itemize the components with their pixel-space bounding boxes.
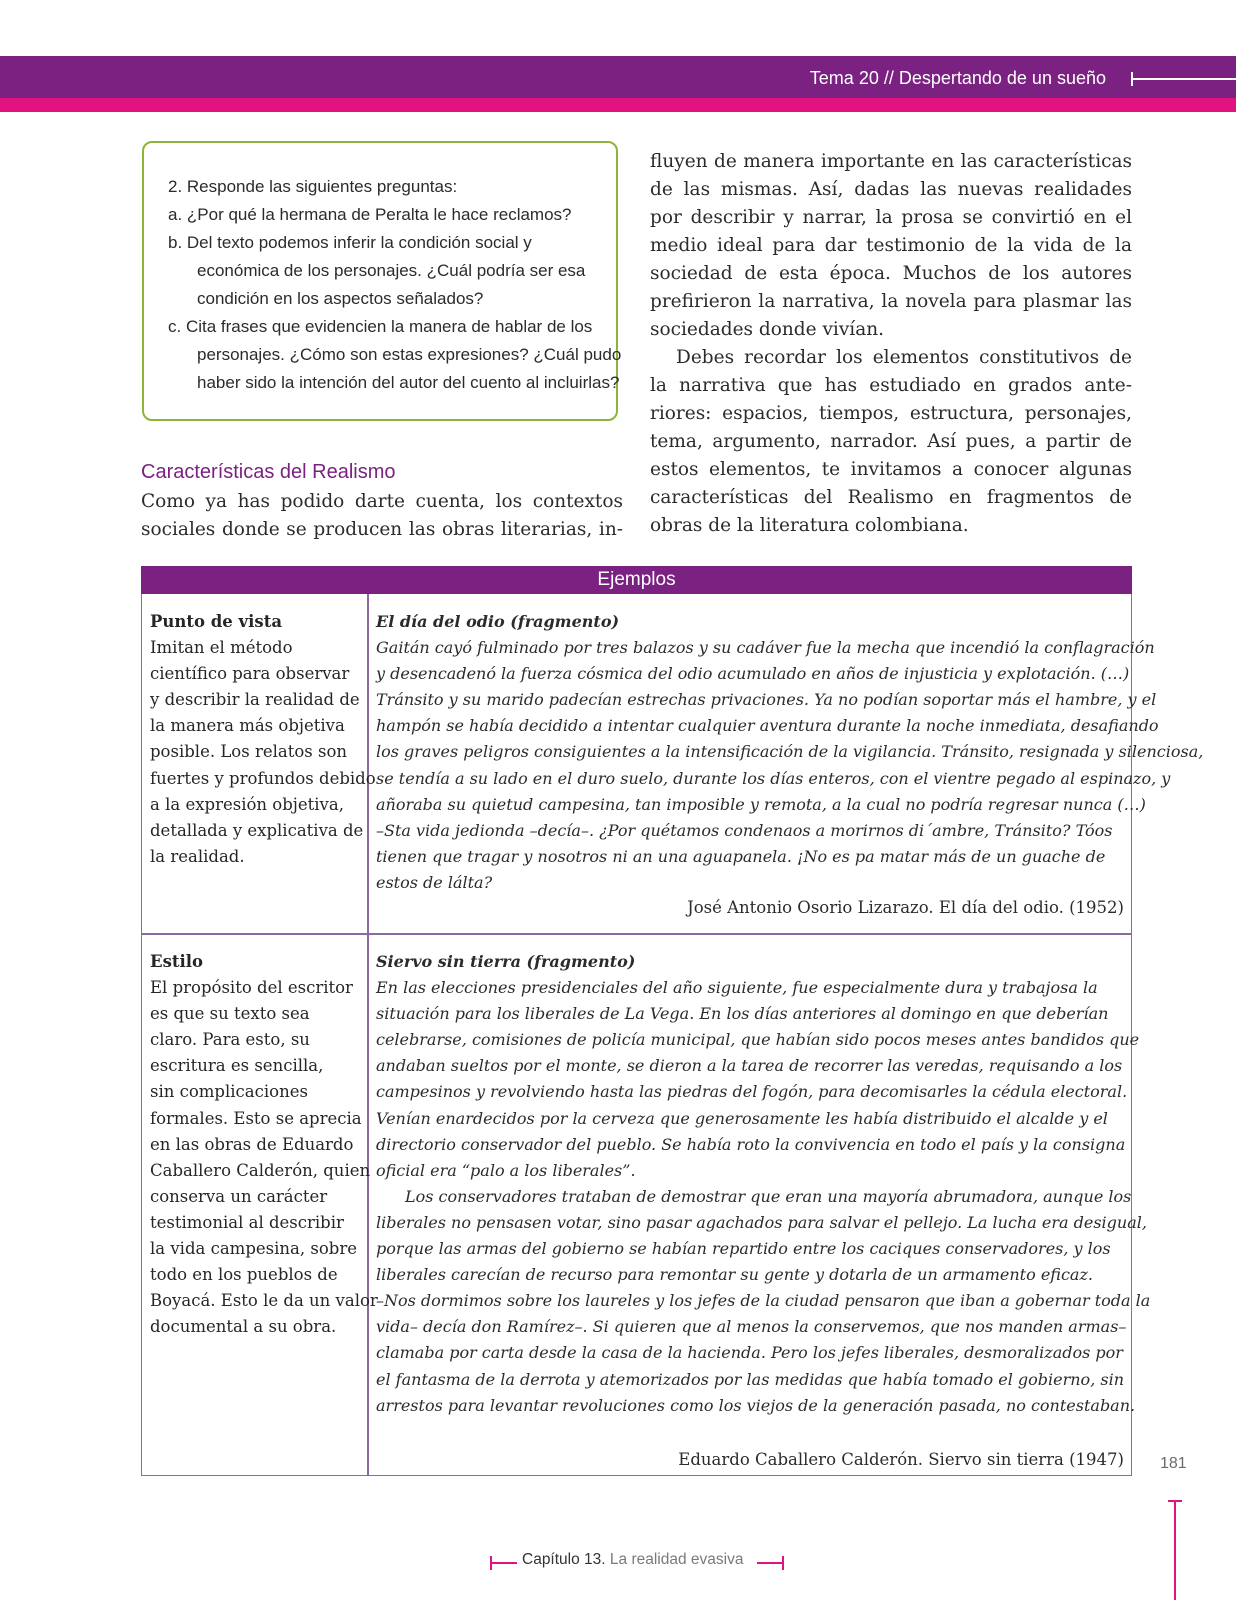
- concept-line: sin complicaciones: [150, 1082, 308, 1102]
- fragment-line: celebrarse, comisiones de policía municipal, que habían sido pocos meses antes bandidos que: [376, 1030, 1140, 1050]
- fragment-line: situación para los liberales de La Vega. En los días anteriores al domingo en que deberían: [376, 1004, 1109, 1024]
- body-line: riores: espacios, tiempos, estructura, personajes,: [650, 403, 1132, 424]
- body-line: medio ideal para dar testimonio de la vida de la: [650, 235, 1132, 256]
- fragment-cell: [376, 609, 1203, 896]
- activity-line: 2. Responde las siguientes preguntas:: [168, 177, 458, 196]
- activity-line: personajes. ¿Cómo son estas expresiones? ¿Cuál pudo: [197, 345, 622, 364]
- fragment-line: tienen que tragar y nosotros ni an una aguapanela. ¡No es pa matar más de un guache de: [376, 846, 1106, 866]
- concept-line: y describir la realidad de: [150, 690, 360, 710]
- concept-line: formales. Esto se aprecia: [150, 1108, 362, 1128]
- concept-title: Punto de vista: [150, 612, 283, 631]
- body-line: la narrativa que has estudiado en grados ante-: [650, 375, 1132, 396]
- concept-line: fuertes y profundos debido: [150, 768, 376, 788]
- fragment-line: se tendía a su lado en el duro suelo, durante los días enteros, con el vientre pegado al espinazo, y: [376, 768, 1171, 788]
- fragment-title: El día del odio (fragmento): [376, 612, 620, 631]
- concept-cell: [150, 949, 378, 1340]
- footer-left-line: [490, 1562, 517, 1564]
- footer-right-line: [757, 1562, 784, 1564]
- activity-line: condición en los aspectos señalados?: [197, 289, 484, 308]
- body-line: estos elementos, te invitamos a conocer algunas: [650, 459, 1132, 480]
- header-accent-stripe: [0, 98, 1236, 112]
- page-number: 181: [1160, 1455, 1187, 1472]
- footer-right-tick: [782, 1556, 784, 1570]
- fragment-line: Venían enardecidos por la cerveza que generosamente les había distribuido el alcalde y el: [376, 1108, 1108, 1128]
- topic-title: Tema 20 // Despertando de un sueño: [809, 68, 1106, 88]
- chapter-number: Capítulo 13.: [522, 1551, 606, 1568]
- fragment-line: añoraba su quietud campesina, tan imposible y remota, a la cual no podría regresar nunca (…): [376, 794, 1146, 814]
- body-line: por describir y narrar, la prosa se convirtió en el: [650, 207, 1132, 228]
- fragment-line: –Sta vida jedionda –decía–. ¿Por quétamos condenaos a morirnos di´ambre, Tránsito? Tóos: [376, 820, 1113, 840]
- fragment-line: En las elecciones presidenciales del año siguiente, fue especialmente dura y trabajosa la: [376, 978, 1098, 998]
- body-line: obras de la literatura colombiana.: [650, 515, 969, 536]
- concept-line: científico para observar: [150, 664, 350, 684]
- concept-line: detallada y explicativa de: [150, 820, 364, 840]
- concept-cell: [150, 609, 376, 870]
- concept-title: Estilo: [150, 952, 204, 971]
- body-line: características del Realismo en fragmentos de: [650, 487, 1132, 508]
- chapter-footer: [522, 1551, 743, 1569]
- concept-line: la realidad.: [150, 846, 245, 866]
- body-line: Como ya has podido darte cuenta, los contextos: [141, 491, 623, 512]
- body-line: Debes recordar los elementos constitutivos de: [676, 347, 1132, 368]
- concept-line: todo en los pueblos de: [150, 1265, 338, 1285]
- concept-line: es que su texto sea: [150, 1004, 310, 1024]
- body-line: tema, argumento, narrador. Así pues, a partir de: [650, 431, 1132, 452]
- concept-line: testimonial al describir: [150, 1212, 344, 1232]
- fragment-line: liberales carecían de recurso para remontar su gente y dotarla de un armamento eficaz.: [376, 1265, 1093, 1285]
- body-line: sociales donde se producen las obras literarias, in-: [141, 519, 623, 540]
- concept-line: la manera más objetiva: [150, 716, 345, 736]
- concept-line: escritura es sencilla,: [150, 1056, 324, 1076]
- fragment-line: vida– decía don Ramírez–. Si quieren que al menos la conservemos, que nos manden armas–: [376, 1317, 1127, 1337]
- fragment-source: José Antonio Osorio Lizarazo. El día del odio. (1952): [687, 898, 1124, 917]
- concept-line: Caballero Calderón, quien: [150, 1160, 371, 1180]
- footer-side-line: [1174, 1500, 1176, 1600]
- fragment-cell: [376, 949, 1150, 1419]
- fragment-line: arrestos para levantar revoluciones como los viejos de la generación pasada, no contestaban.: [376, 1395, 1136, 1415]
- activity-line: a. ¿Por qué la hermana de Peralta le hace reclamos?: [168, 205, 572, 224]
- concept-line: en las obras de Eduardo: [150, 1134, 354, 1154]
- concept-line: a la expresión objetiva,: [150, 794, 344, 814]
- table-row-divider: [141, 933, 1132, 935]
- concept-line: documental a su obra.: [150, 1317, 337, 1337]
- concept-line: posible. Los relatos son: [150, 742, 348, 762]
- fragment-line: estos de lálta?: [376, 872, 493, 892]
- fragment-line: andaban sueltos por el monte, se dieron a la tarea de recorrer las veredas, requisando a los: [376, 1056, 1123, 1076]
- body-line: prefirieron la narrativa, la novela para plasmar las: [650, 291, 1132, 312]
- fragment-line: Gaitán cayó fulminado por tres balazos y su cadáver fue la mecha que incendió la conflagración: [376, 638, 1155, 658]
- concept-line: Boyacá. Esto le da un valor: [150, 1291, 378, 1311]
- fragment-line: porque las armas del gobierno se habían repartido entre los caciques conservadores, y los: [376, 1239, 1111, 1259]
- fragment-source: Eduardo Caballero Calderón. Siervo sin tierra (1947): [678, 1450, 1124, 1469]
- examples-table-header: Ejemplos: [141, 566, 1132, 594]
- body-line: sociedades donde vivían.: [650, 319, 885, 340]
- body-line: sociedad de esta época. Muchos de los autores: [650, 263, 1132, 284]
- activity-line: b. Del texto podemos inferir la condición social y: [168, 233, 532, 252]
- fragment-line: los graves peligros consiguientes a la intensificación de la vigilancia. Tránsito, resignada y silenciosa,: [376, 742, 1204, 762]
- concept-line: la vida campesina, sobre: [150, 1239, 357, 1259]
- fragment-title: Siervo sin tierra (fragmento): [376, 952, 636, 971]
- fragment-line: oficial era “palo a los liberales”.: [376, 1160, 636, 1180]
- fragment-line: directorio conservador del pueblo. Se había roto la convivencia en todo el país y la consigna: [376, 1134, 1126, 1154]
- concept-line: conserva un carácter: [150, 1186, 328, 1206]
- header-line: [1133, 78, 1236, 80]
- activity-line: c. Cita frases que evidencien la manera de hablar de los: [168, 317, 593, 336]
- section-title: Características del Realismo: [141, 461, 396, 483]
- fragment-line: –Nos dormimos sobre los laureles y los jefes de la ciudad pensaron que iban a gobernar toda la: [376, 1291, 1151, 1311]
- fragment-line: Los conservadores trataban de demostrar que eran una mayoría abrumadora, aunque los: [405, 1186, 1132, 1206]
- concept-line: Imitan el método: [150, 638, 293, 658]
- fragment-line: liberales no pensasen votar, sino pasar agachados para salvar el pellejo. La lucha era desigual,: [376, 1212, 1147, 1232]
- activity-line: económica de los personajes. ¿Cuál podría ser esa: [197, 261, 586, 280]
- fragment-line: campesinos y revolviendo hasta las piedras del fogón, para decomisarles la cédula electoral.: [376, 1082, 1128, 1102]
- fragment-line: hampón se había decidido a intentar cualquier aventura durante la noche inmediata, desafiando: [376, 716, 1159, 736]
- fragment-line: clamaba por carta desde la casa de la hacienda. Pero los jefes liberales, desmoralizados por: [376, 1343, 1123, 1363]
- fragment-line: Tránsito y su marido padecían estrechas privaciones. Ya no podían soportar más el hambre, y el: [376, 690, 1157, 710]
- body-line: de las mismas. Así, dadas las nuevas realidades: [650, 179, 1132, 200]
- chapter-title: La realidad evasiva: [609, 1551, 744, 1568]
- concept-line: El propósito del escritor: [150, 978, 353, 998]
- fragment-line: y desencadenó la fuerza cósmica del odio acumulado en años de injusticia y explotación. (…): [376, 664, 1130, 684]
- fragment-line: el fantasma de la derrota y atemorizados por las medidas que había tomado el gobierno, sin: [376, 1369, 1124, 1389]
- activity-line: haber sido la intención del autor del cuento al incluirlas?: [197, 373, 620, 392]
- body-line: fluyen de manera importante en las características: [650, 151, 1132, 172]
- concept-line: claro. Para esto, su: [150, 1030, 310, 1050]
